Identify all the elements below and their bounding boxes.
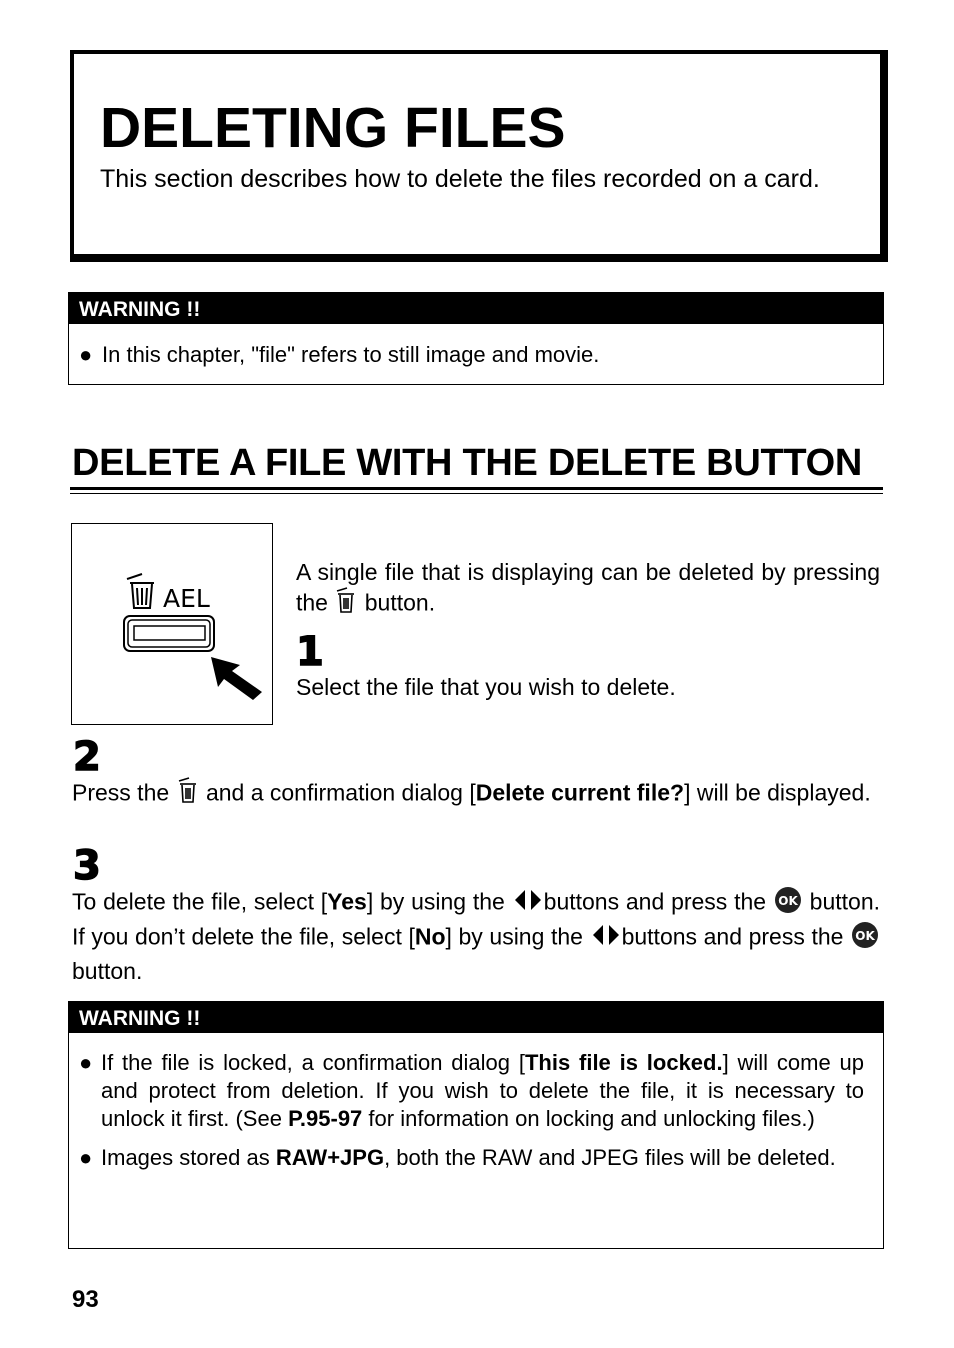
svg-text:OK: OK	[778, 894, 798, 908]
step-3-text-6: buttons and press the	[621, 923, 844, 950]
step-2-number: 2	[73, 734, 101, 780]
step-2-text	[72, 777, 880, 812]
step-3-text-1: To delete the file, select [	[72, 888, 328, 915]
step-3-text-4: button. If you don’t delete the file, select [	[72, 888, 881, 950]
bullet-dot: ●	[79, 1050, 93, 1075]
warning-bullet-2-text-1: Images stored as	[101, 1145, 270, 1170]
pointer-arrow-icon	[211, 657, 262, 700]
raw-jpg-label: RAW+JPG	[275, 1145, 385, 1170]
page-number: 93	[72, 1286, 99, 1313]
warning-bullet-text: In this chapter, "file" refers to still image and movie.	[102, 342, 600, 367]
warning-bullet-1-text-3: for information on locking and unlocking files.)	[368, 1106, 815, 1131]
page-reference: P.95-97	[288, 1106, 363, 1131]
ael-label: AEL	[163, 584, 210, 613]
dialog-name: Delete current file?	[475, 779, 685, 806]
ok-button-icon	[773, 886, 803, 921]
step-1-text: Select the file that you wish to delete.	[296, 674, 676, 700]
step-2-text-2: and a confirmation dialog [	[205, 779, 476, 806]
warning-bullet-1-text-2: ] will come up and protect from deletion. If you wish to delete the file, it is necessary to unlock it first. (See	[101, 1050, 864, 1131]
page-title: DELETING FILES	[100, 96, 566, 160]
step-3-text	[72, 886, 880, 986]
warning-heading: WARNING !!	[69, 1002, 883, 1033]
trash-icon	[334, 587, 358, 622]
step-2-text-3: ] will be displayed.	[684, 779, 871, 806]
warning-bullet-2-text-2: , both the RAW and JPEG files will be deleted.	[384, 1145, 836, 1170]
warning-bullet-1-text-1: If the file is locked, a confirmation dialog [	[101, 1050, 525, 1075]
warning-bullet-1	[79, 1049, 864, 1133]
lead-paragraph	[296, 557, 880, 622]
bullet-dot: ●	[79, 1145, 93, 1170]
step-3-text-7: button.	[72, 958, 143, 984]
step-1-number: 1	[296, 629, 324, 675]
step-3-text-5: ] by using the	[445, 923, 583, 950]
trash-ael-button-figure	[72, 524, 272, 724]
warning-bullet-2	[79, 1144, 864, 1172]
warning-bullet	[79, 341, 862, 369]
section-rule-thin	[70, 493, 883, 494]
warning-box-2	[68, 1001, 884, 1249]
step-3-number: 3	[73, 843, 101, 889]
button-illustration	[71, 523, 273, 725]
trash-icon	[127, 574, 154, 608]
lead-text-2: button.	[364, 589, 436, 616]
section-title: DELETE A FILE WITH THE DELETE BUTTON	[72, 442, 863, 484]
warning-box-1	[68, 292, 884, 385]
step-3-text-3: buttons and press the	[543, 888, 767, 915]
ok-button-icon	[850, 921, 880, 956]
svg-text:OK: OK	[855, 929, 875, 943]
yes-option: Yes	[327, 888, 367, 915]
lead-text-1: A single file that is displaying can be deleted by pressing the	[296, 559, 880, 616]
section-rule	[70, 487, 883, 490]
warning-heading: WARNING !!	[69, 293, 883, 324]
locked-dialog-name: This file is locked.	[524, 1050, 723, 1075]
intro-text: This section describes how to delete the files recorded on a card.	[100, 165, 820, 193]
bullet-dot: ●	[79, 342, 93, 367]
left-right-arrows-icon	[590, 922, 622, 955]
step-2-text-1: Press the	[72, 779, 170, 806]
left-right-arrows-icon	[512, 887, 544, 920]
no-option: No	[414, 923, 446, 950]
trash-icon	[176, 777, 200, 812]
step-3-text-2: ] by using the	[366, 888, 505, 915]
